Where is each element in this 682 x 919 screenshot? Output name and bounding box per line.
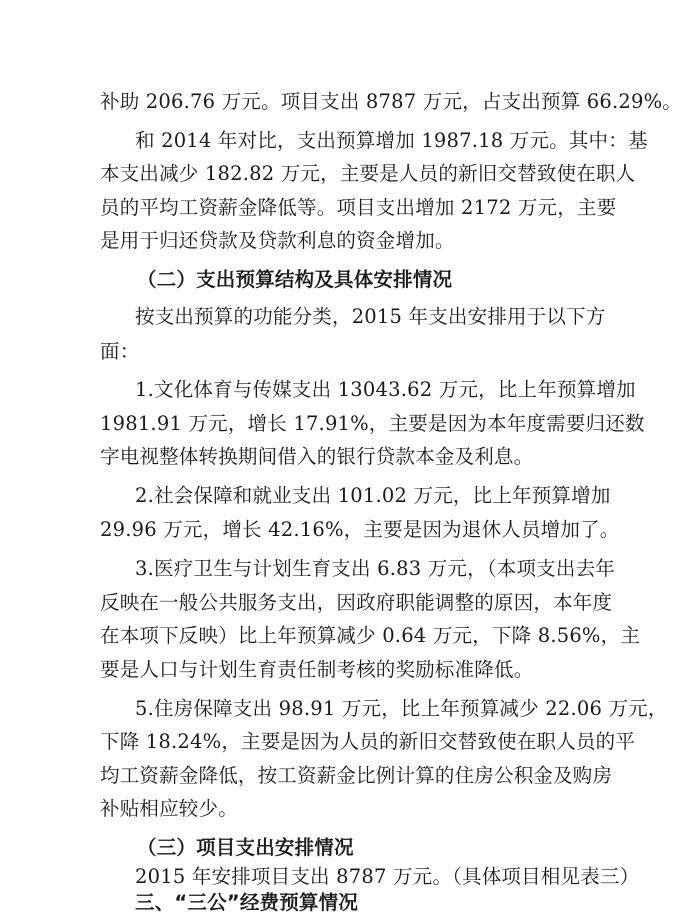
- text-line: 和 2014 年对比，支出预算增加 1987.18 万元。其中：基: [135, 129, 648, 152]
- text-line: 补贴相应较少。: [100, 797, 238, 820]
- section-heading: （三）项目支出安排情况: [137, 836, 354, 859]
- text-line: 1981.91 万元，增长 17.91%，主要是因为本年度需要归还数: [100, 412, 645, 435]
- text-line: 均工资薪金降低，按工资薪金比例计算的住房公积金及购房: [100, 764, 613, 787]
- text-line: 3.医疗卫生与计划生育支出 6.83 万元，（本项支出去年: [135, 557, 615, 580]
- text-line: 本支出减少 182.82 万元，主要是人员的新旧交替致使在职人: [100, 162, 636, 185]
- section-heading: 三、“三公”经费预算情况: [135, 891, 359, 914]
- text-line: 下降 18.24%，主要是因为人员的新旧交替致使在职人员的平: [100, 730, 636, 753]
- text-line: 5.住房保障支出 98.91 万元，比上年预算减少 22.06 万元，: [135, 697, 668, 720]
- text-line: 2.社会保障和就业支出 101.02 万元，比上年预算增加: [135, 484, 611, 507]
- text-line: 2015 年安排项目支出 8787 万元。（具体项目相见表三）: [135, 865, 640, 888]
- text-line: 反映在一般公共服务支出，因政府职能调整的原因，本年度: [100, 591, 613, 614]
- text-line: 要是人口与计划生育责任制考核的奖励标准降低。: [100, 658, 534, 681]
- section-heading: （二）支出预算结构及具体安排情况: [137, 268, 453, 291]
- text-line: 面：: [100, 340, 140, 363]
- text-line: 员的平均工资薪金降低等。项目支出增加 2172 万元，主要: [100, 196, 617, 219]
- text-line: 按支出预算的功能分类，2015 年支出安排用于以下方: [135, 305, 606, 328]
- text-line: 补助 206.76 万元。项目支出 8787 万元，占支出预算 66.29%。: [100, 90, 682, 113]
- text-line: 字电视整体转换期间借入的银行贷款本金及利息。: [100, 445, 534, 468]
- text-line: 1.文化体育与传媒支出 13043.62 万元，比上年预算增加: [135, 378, 636, 401]
- text-line: 在本项下反映）比上年预算减少 0.64 万元，下降 8.56%，主: [100, 624, 641, 647]
- text-line: 是用于归还贷款及贷款利息的资金增加。: [100, 229, 455, 252]
- text-line: 29.96 万元，增长 42.16%，主要是因为退休人员增加了。: [100, 518, 620, 541]
